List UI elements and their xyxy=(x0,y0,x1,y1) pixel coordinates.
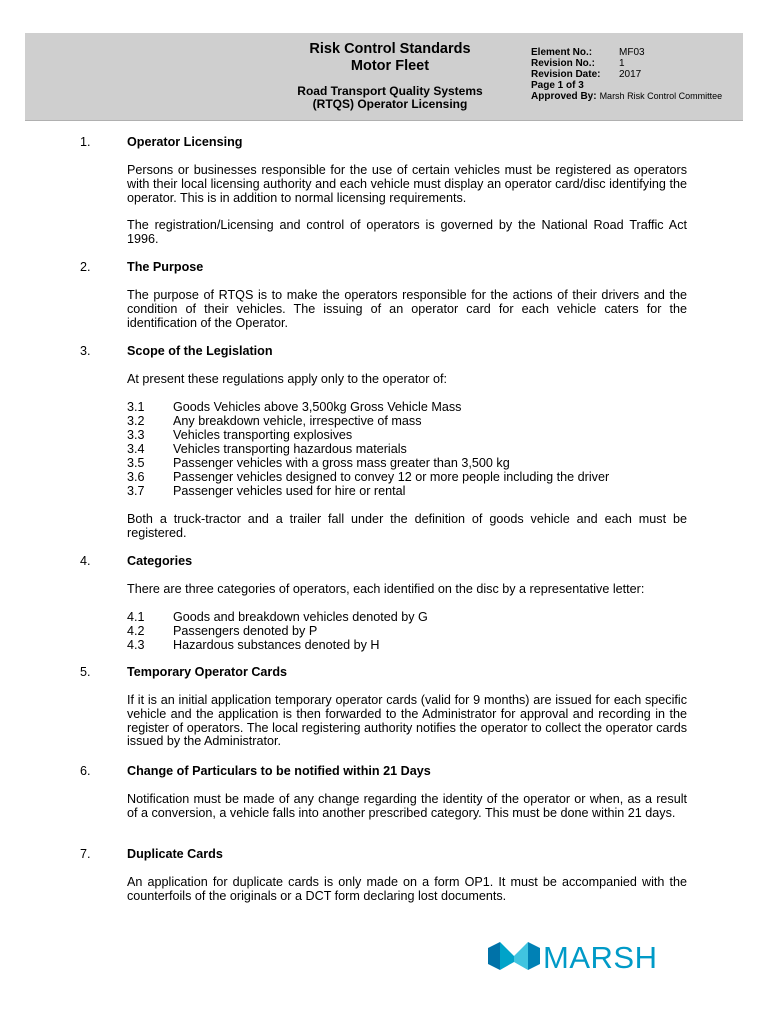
paragraph: An application for duplicate cards is only made on a form OP1. It must be accompanied with the counterfoils of the originals or a DCT form declaring lost documents. xyxy=(127,875,687,903)
section-title: Duplicate Cards xyxy=(127,847,223,861)
meta-element-no: Element No.: MF03 xyxy=(531,47,645,58)
list-item-number: 3.2 xyxy=(127,414,145,428)
meta-revision-no: Revision No.: 1 xyxy=(531,58,625,69)
section-title: Operator Licensing xyxy=(127,135,243,149)
list-item-number: 3.5 xyxy=(127,456,145,470)
meta-revision-date: Revision Date: 2017 xyxy=(531,69,642,80)
section-number: 2. xyxy=(80,260,91,274)
marsh-logo-mark-icon xyxy=(488,940,540,976)
list-item: Passenger vehicles used for hire or rental xyxy=(173,484,406,498)
meta-page-number: Page 1 of 3 xyxy=(531,80,584,91)
paragraph: The registration/Licensing and control of operators is governed by the National Road Traffic Act 1996. xyxy=(127,218,687,246)
paragraph: At present these regulations apply only to the operator of: xyxy=(127,372,447,386)
section-title: Categories xyxy=(127,554,193,568)
section-title: Temporary Operator Cards xyxy=(127,665,288,679)
section-title: Scope of the Legislation xyxy=(127,344,273,358)
section-number: 3. xyxy=(80,344,91,358)
paragraph: The purpose of RTQS is to make the operators responsible for the actions of their drivers and the condition of their vehicles. The issuing of an operator card for each vehicle caters for the identification of the Operator. xyxy=(127,288,687,330)
paragraph: If it is an initial application temporary operator cards (valid for 9 months) are issued for each specific vehicle and the application is then forwarded to the Administrator for approval and recording in the register of operators. The local registering authority notifies the operator to collect the operator cards issued by the Administrator. xyxy=(127,693,687,749)
section-title: The Purpose xyxy=(127,260,204,274)
paragraph: Notification must be made of any change regarding the identity of the operator or when, as a result of a conversion, a vehicle falls into another prescribed category. This must be done within 21 days. xyxy=(127,792,687,820)
list-item-number: 3.3 xyxy=(127,428,145,442)
header-subtitle-licensing: (RTQS) Operator Licensing xyxy=(312,97,468,111)
list-item: Vehicles transporting hazardous materials xyxy=(173,442,407,456)
header-subtitle-rtqs: Road Transport Quality Systems xyxy=(297,84,483,98)
list-item-number: 3.7 xyxy=(127,484,145,498)
list-item-number: 3.1 xyxy=(127,400,145,414)
section-number: 6. xyxy=(80,764,91,778)
list-item-number: 3.6 xyxy=(127,470,145,484)
marsh-logo-text: MARSH xyxy=(543,940,658,975)
header-title-standards: Risk Control Standards xyxy=(309,41,471,57)
paragraph: Both a truck-tractor and a trailer fall under the definition of goods vehicle and each must be registered. xyxy=(127,512,687,540)
paragraph: Persons or businesses responsible for the use of certain vehicles must be registered as operators with their local licensing authority and each vehicle must display an operator card/disc identifying the operator. This is in addition to normal licensing requirements. xyxy=(127,163,687,205)
list-item: Passenger vehicles designed to convey 12 or more people including the driver xyxy=(173,470,610,484)
list-item: Passengers denoted by P xyxy=(173,624,318,638)
meta-approved-by: Approved By: Marsh Risk Control Committee xyxy=(531,91,723,102)
list-item-number: 4.1 xyxy=(127,610,145,624)
list-item-number: 4.3 xyxy=(127,638,145,652)
list-item: Passenger vehicles with a gross mass greater than 3,500 kg xyxy=(173,456,510,470)
section-number: 7. xyxy=(80,847,91,861)
header-title-fleet: Motor Fleet xyxy=(350,58,430,74)
list-item: Goods Vehicles above 3,500kg Gross Vehicle Mass xyxy=(173,400,462,414)
list-item-number: 4.2 xyxy=(127,624,145,638)
list-item: Vehicles transporting explosives xyxy=(173,428,353,442)
section-number: 1. xyxy=(80,135,91,149)
paragraph: There are three categories of operators, each identified on the disc by a representative letter: xyxy=(127,582,645,596)
section-number: 5. xyxy=(80,665,91,679)
list-item: Any breakdown vehicle, irrespective of mass xyxy=(173,414,422,428)
section-title: Change of Particulars to be notified within 21 Days xyxy=(127,764,431,778)
section-number: 4. xyxy=(80,554,91,568)
list-item-number: 3.4 xyxy=(127,442,145,456)
list-item: Goods and breakdown vehicles denoted by G xyxy=(173,610,428,624)
list-item: Hazardous substances denoted by H xyxy=(173,638,380,652)
marsh-logo xyxy=(488,940,688,976)
